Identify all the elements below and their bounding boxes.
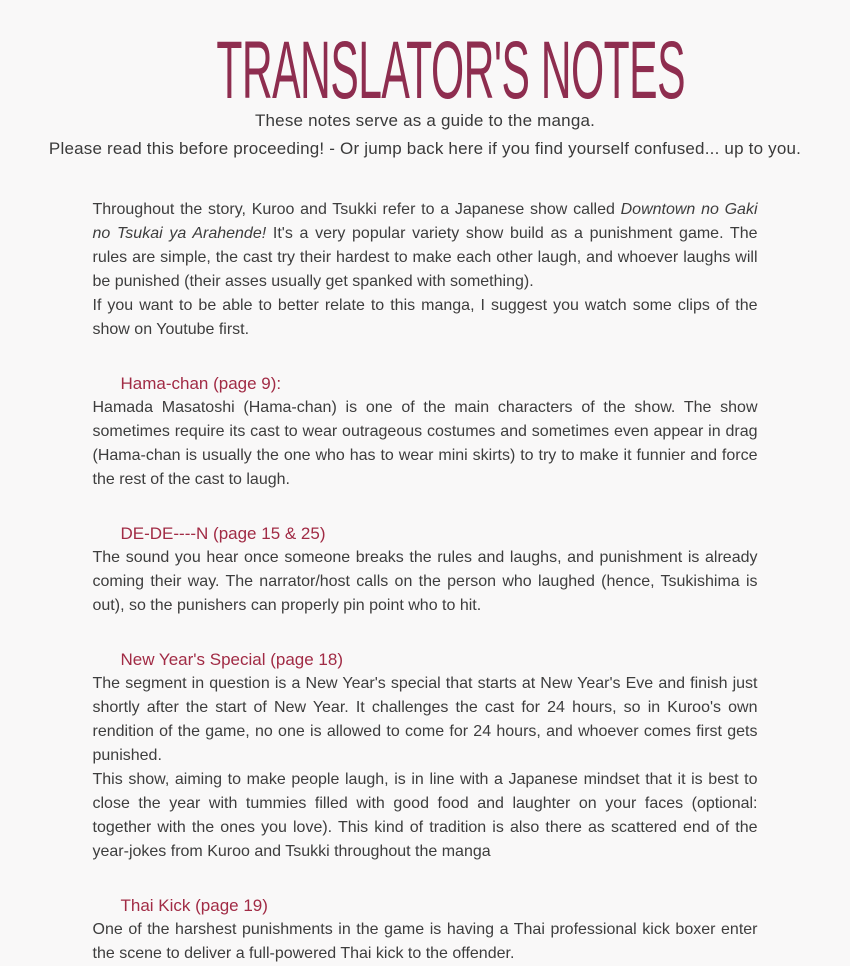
- section-paragraph: This show, aiming to make people laugh, is in line with a Japanese mindset that it is best to close the year with tummies filled with good food and laughter on your faces (optional: together with the ones you love). This kind of tradition is also there as scattered end of the year-jokes from Kuroo and Tsukki throughout the manga: [92, 771, 758, 860]
- header: [0, 25, 850, 160]
- sections: [93, 372, 758, 966]
- intro-text-after-show-title: It's a very popular variety show build as a punishment game. The rules are simple, the cast try their hardest to make each other laugh, and whoever laughs will be punished (their asses usually get spanked with something).: [92, 225, 758, 290]
- section-heading: Hama-chan (page 9):: [120, 374, 282, 393]
- section-heading: Thai Kick (page 19): [120, 896, 268, 915]
- section-heading: New Year's Special (page 18): [120, 650, 343, 669]
- show-title: Downtown no Gaki no Tsukai ya Arahende!: [92, 201, 758, 242]
- intro-paragraph-1: [93, 198, 758, 294]
- section-heading: DE-DE----N (page 15 & 25): [120, 524, 326, 543]
- page-title-text: TRANSLATOR'S NOTES: [216, 25, 686, 116]
- section-paragraph: One of the harshest punishments in the game is having a Thai professional kick boxer enter the scene to deliver a full-powered Thai kick to the offender.: [92, 921, 758, 962]
- section-paragraph: Hamada Masatoshi (Hama-chan) is one of the main characters of the show. The show sometimes require its cast to wear outrageous costumes and sometimes even appear in drag (Hama-chan is usually the one who has to wear mini skirts) to try to make it funnier and force the rest of the cast to laugh.: [92, 399, 758, 488]
- note-section: [93, 372, 758, 492]
- note-section: [93, 648, 758, 864]
- note-section: [93, 522, 758, 618]
- note-section: [93, 894, 758, 966]
- section-paragraph: The segment in question is a New Year's special that starts at New Year's Eve and finish just shortly after the start of New Year. It challenges the cast for 24 hours, so in Kuroo's own rendition of the game, no one is allowed to come for 24 hours, and whoever comes first gets punished.: [92, 675, 758, 764]
- subtitle-line-2: Please read this before proceeding! - Or jump back here if you find yourself confused... up to you.: [48, 139, 802, 158]
- intro-paragraph-2: If you want to be able to better relate to this manga, I suggest you watch some clips of the show on Youtube first.: [92, 297, 758, 338]
- notes-content: [93, 198, 758, 966]
- page-title: [0, 25, 850, 116]
- intro-text-before-show-title: Throughout the story, Kuroo and Tsukki refer to a Japanese show called: [92, 201, 621, 218]
- subtitle-line-1: These notes serve as a guide to the manga.: [254, 111, 596, 130]
- section-paragraph: The sound you hear once someone breaks the rules and laughs, and punishment is already coming their way. The narrator/host calls on the person who laughed (hence, Tsukishima is out), so the punishers can properly pin point who to hit.: [92, 549, 758, 614]
